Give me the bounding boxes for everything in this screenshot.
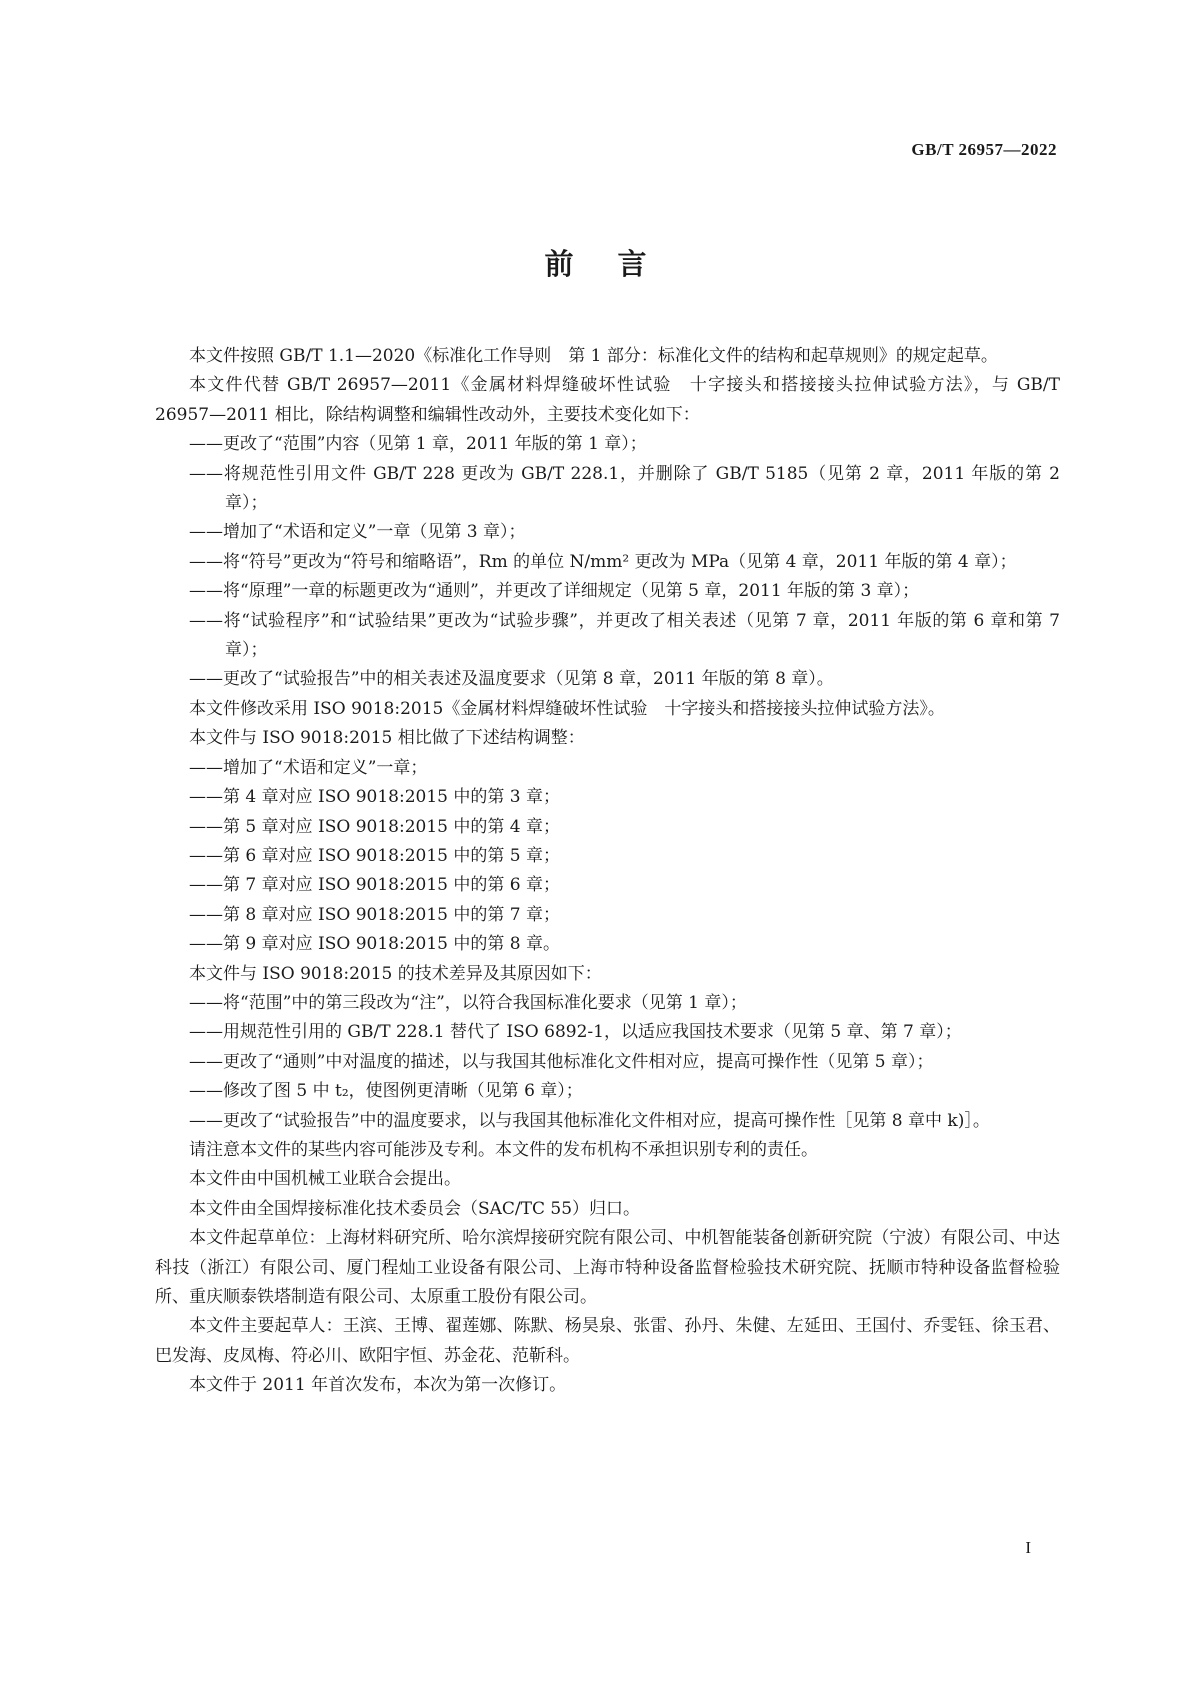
paragraph-publication-history: 本文件于 2011 年首次发布，本次为第一次修订。: [189, 1375, 567, 1396]
paragraph-drafters: 本文件主要起草人：王滨、王博、翟莲娜、陈默、杨昊泉、张雷、孙丹、朱健、左延田、王国付、乔雯钰、徐玉君、巴发海、皮凤梅、符必川、欧阳宇恒、苏金花、范靳科。: [155, 1316, 1060, 1366]
list-item: ——第 7 章对应 ISO 9018:2015 中的第 6 章；: [189, 875, 561, 896]
list-item: ——将“范围”中的第三段改为“注”，以符合我国标准化要求（见第 1 章）；: [189, 992, 747, 1013]
paragraph-patent-notice: 请注意本文件的某些内容可能涉及专利。本文件的发布机构不承担识别专利的责任。: [189, 1139, 818, 1160]
list-item: ——增加了“术语和定义”一章（见第 3 章）；: [189, 522, 526, 543]
list-item: ——更改了“试验报告”中的温度要求，以与我国其他标准化文件相对应，提高可操作性［见第 8 章中 k)］。: [189, 1110, 990, 1131]
list-item: ——第 9 章对应 ISO 9018:2015 中的第 8 章。: [189, 934, 561, 955]
list-item: ——将“试验程序”和“试验结果”更改为“试验步骤”，并更改了相关表述（见第 7 章，2011 年版的第 6 章和第 7 章）；: [189, 610, 1060, 661]
list-item: ——更改了“试验报告”中的相关表述及温度要求（见第 8 章，2011 年版的第 8 章）。: [189, 669, 834, 690]
page-title: 前言: [544, 247, 691, 281]
paragraph-adoption: 本文件修改采用 ISO 9018:2015《金属材料焊缝破坏性试验 十字接头和搭接接头拉伸试验方法》。: [189, 698, 945, 719]
paragraph-drafting-organizations: 本文件起草单位：上海材料研究所、哈尔滨焊接研究院有限公司、中机智能装备创新研究院（宁波）有限公司、中达科技（浙江）有限公司、厦门程灿工业设备有限公司、上海市特种设备监督检验技术研究院、抚顺市特种设备监督检验所、重庆顺泰铁塔制造有限公司、太原重工股份有限公司。: [155, 1228, 1060, 1307]
page-number: I: [1025, 1538, 1031, 1557]
list-item: ——将“符号”更改为“符号和缩略语”，Rm 的单位 N/mm² 更改为 MPa（见第 4 章，2011 年版的第 4 章）；: [189, 551, 1017, 572]
paragraph-drafting-basis: 本文件按照 GB/T 1.1—2020《标准化工作导则 第 1 部分：标准化文件的结构和起草规则》的规定起草。: [189, 346, 998, 366]
list-item: ——更改了“通则”中对温度的描述，以与我国其他标准化文件相对应，提高可操作性（见第 5 章）；: [189, 1051, 934, 1072]
list-item: ——修改了图 5 中 t₂，使图例更清晰（见第 6 章）；: [189, 1081, 583, 1102]
paragraph-proposer: 本文件由中国机械工业联合会提出。: [189, 1169, 461, 1190]
paragraph-structure-adjustments: 本文件与 ISO 9018:2015 相比做了下述结构调整：: [189, 728, 585, 749]
list-item: ——第 4 章对应 ISO 9018:2015 中的第 3 章；: [189, 787, 561, 808]
list-item: ——第 6 章对应 ISO 9018:2015 中的第 5 章；: [189, 845, 561, 866]
foreword-body: [155, 342, 1060, 1401]
document-code: GB/T 26957—2022: [911, 140, 1057, 159]
list-item: ——将规范性引用文件 GB/T 228 更改为 GB/T 228.1，并删除了 GB/T 5185（见第 2 章，2011 年版的第 2 章）；: [189, 463, 1060, 514]
list-item: ——第 8 章对应 ISO 9018:2015 中的第 7 章；: [189, 904, 561, 925]
paragraph-replaces: 本文件代替 GB/T 26957—2011《金属材料焊缝破坏性试验 十字接头和搭接接头拉伸试验方法》，与 GB/T 26957—2011 相比，除结构调整和编辑性改动外，主要技术变化如下：: [155, 375, 1060, 425]
list-item: ——增加了“术语和定义”一章；: [189, 757, 428, 778]
paragraph-technical-committee: 本文件由全国焊接标准化技术委员会（SAC/TC 55）归口。: [189, 1198, 641, 1219]
list-item: ——更改了“范围”内容（见第 1 章，2011 年版的第 1 章）；: [189, 434, 647, 455]
paragraph-technical-differences: 本文件与 ISO 9018:2015 的技术差异及其原因如下：: [189, 963, 602, 984]
list-item: ——将“原理”一章的标题更改为“通则”，并更改了详细规定（见第 5 章，2011 年版的第 3 章）；: [189, 581, 920, 602]
list-item: ——用规范性引用的 GB/T 228.1 替代了 ISO 6892-1，以适应我国技术要求（见第 5 章、第 7 章）；: [189, 1022, 962, 1043]
list-item: ——第 5 章对应 ISO 9018:2015 中的第 4 章；: [189, 816, 561, 837]
